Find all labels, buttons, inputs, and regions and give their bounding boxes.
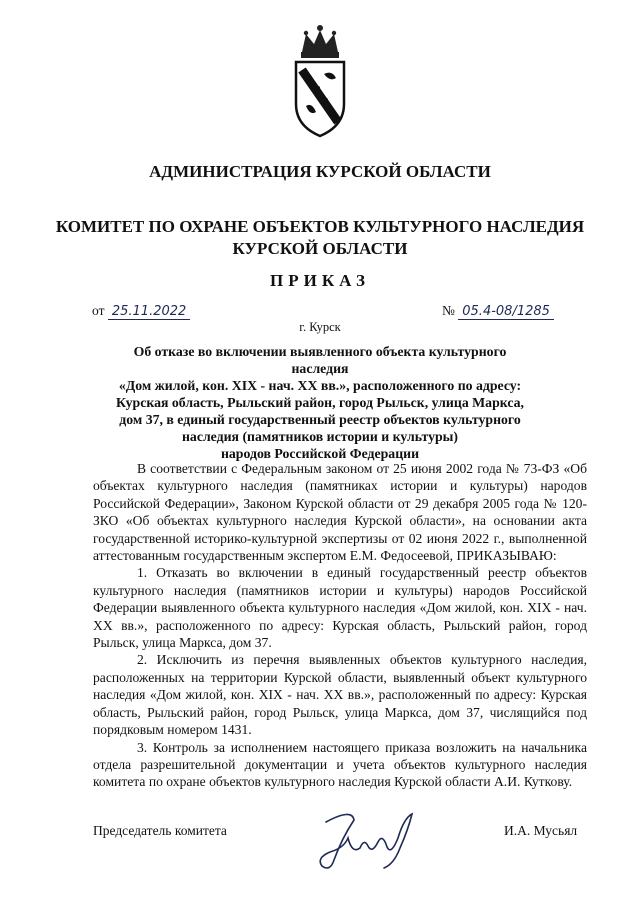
- order-number: [442, 303, 554, 319]
- date-value: 25.11.2022: [108, 304, 190, 320]
- city-label: г. Курск: [299, 320, 341, 334]
- subject-line: народов Российской Федерации: [220, 446, 420, 461]
- preamble-paragraph: В соответствии с Федеральным законом от 25 июня 2002 года № 73-ФЗ «Об объектах культурного наследия (памятниках истории и культуры) народов Российской Федерации», Законом Курской области от 29 декабря 2005 года № 120-ЗКО «Об объектах культурного наследия Курской области», на основании акта государственной историко-культурной экспертизы от 02 июня 2022 г., выполненной аттестованным государственным экспертом Е.М. Федосеевой, ПРИКАЗЫВАЮ:: [93, 461, 587, 564]
- handwritten-signature-icon: [312, 808, 432, 878]
- order-subject: [105, 343, 535, 462]
- subject-line: «Дом жилой, кон. XIX - нач. XX вв.», расположенного по адресу:: [118, 378, 522, 393]
- committee-title: [0, 216, 640, 260]
- subject-line: Об отказе во включении выявленного объекта культурного наследия: [133, 344, 507, 376]
- number-prefix: №: [442, 303, 455, 318]
- subject-line: наследия (памятников истории и культуры): [181, 429, 459, 444]
- order-item-3: 3. Контроль за исполнением настоящего приказа возложить на начальника отдела разрешительной документации и учета объектов культурного наследия комитета по охране объектов культурного наследия Курской области А.И. Куткову.: [93, 739, 587, 790]
- subject-line: Курская область, Рыльский район, город Рыльск, улица Маркса,: [115, 395, 525, 410]
- signatory-name: И.А. Мусьял: [504, 823, 578, 838]
- date-prefix: от: [92, 303, 105, 318]
- document-type: ПРИКАЗ: [270, 271, 370, 290]
- committee-title-line1: КОМИТЕТ ПО ОХРАНЕ ОБЪЕКТОВ КУЛЬТУРНОГО НАСЛЕДИЯ: [55, 217, 585, 236]
- number-value: 05.4-08/1285: [458, 304, 554, 320]
- admin-title: АДМИНИСТРАЦИЯ КУРСКОЙ ОБЛАСТИ: [149, 162, 491, 181]
- order-body: [93, 460, 587, 791]
- subject-line: дом 37, в единый государственный реестр объектов культурного: [119, 412, 521, 427]
- coat-of-arms-icon: [288, 22, 352, 142]
- signatory-position: Председатель комитета: [93, 823, 227, 838]
- order-item-1: 1. Отказать во включении в единый государственный реестр объектов культурного наследия (памятников истории и культуры) народов Российской Федерации выявленного объекта культурного наследия «Дом жилой, кон. XIX - нач. XX вв.», расположенного по адресу: Курская область, Рыльский район, город Рыльск, улица Маркса, дом 37.: [93, 565, 587, 651]
- order-date: [92, 303, 190, 319]
- order-item-2: 2. Исключить из перечня выявленных объектов культурного наследия, расположенных на территории Курской области, выявленный объект культурного наследия «Дом жилой, кон. XIX - нач. XX вв.», расположенный по адресу: Курская область, Рыльский район, город Рыльск, улица Маркса, дом 37, числящийся под порядковым номером 1431.: [93, 652, 587, 738]
- committee-title-line2: КУРСКОЙ ОБЛАСТИ: [232, 239, 408, 258]
